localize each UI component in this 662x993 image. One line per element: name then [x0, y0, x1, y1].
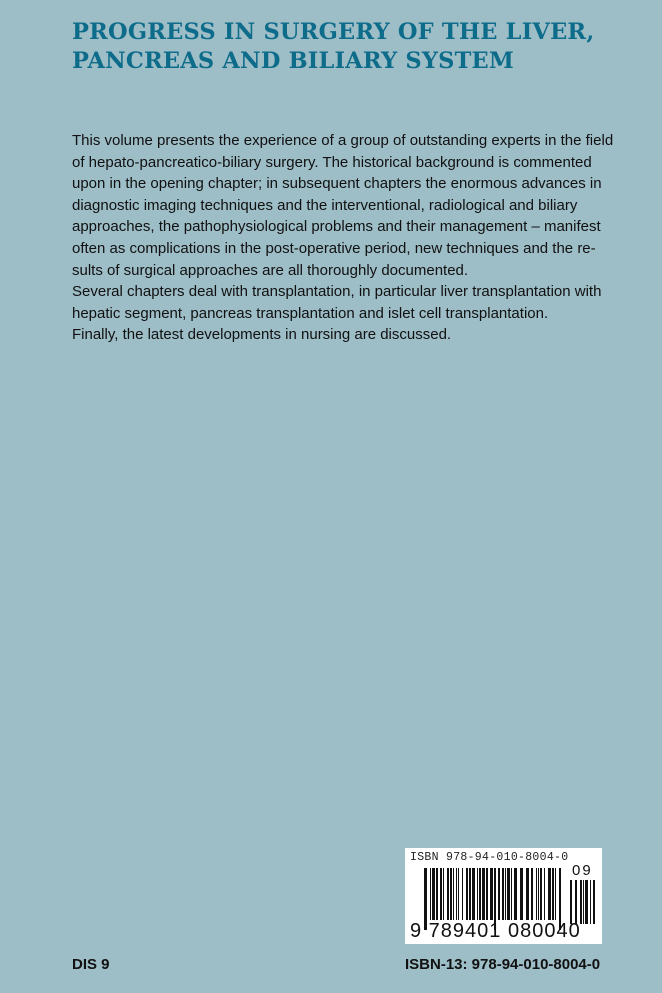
- barcode-bar: [482, 868, 485, 920]
- isbn13-text: ISBN-13: 978-94-010-8004-0: [405, 956, 601, 973]
- description-line: upon in the opening chapter; in subsequent chapters the enormous advances in: [72, 175, 602, 193]
- barcode-bar: [453, 868, 454, 920]
- barcode-bar: [462, 868, 463, 920]
- barcode-bar: [511, 868, 512, 920]
- barcode-bar: [498, 868, 500, 920]
- barcode-bar: [456, 868, 457, 920]
- barcode-bar: [490, 868, 493, 920]
- barcode-bar: [590, 880, 591, 924]
- barcode-bar: [432, 868, 435, 920]
- description-line: diagnostic imaging techniques and the interventional, radiological and biliary: [72, 196, 578, 214]
- barcode-bar: [430, 868, 431, 920]
- barcode-bar: [540, 868, 542, 920]
- barcode-bar: [507, 868, 510, 920]
- description-line: Finally, the latest developments in nursing are discussed.: [72, 326, 452, 344]
- barcode-bar: [466, 868, 468, 920]
- description-line: hepatic segment, pancreas transplantation and islet cell transplantation.: [72, 304, 549, 322]
- barcode-bar: [575, 880, 577, 924]
- barcode-bar: [443, 868, 444, 920]
- isbn-barcode: [405, 848, 602, 944]
- barcode-bar: [583, 880, 584, 924]
- title-line: PANCREAS AND BILIARY SYSTEM: [72, 48, 514, 74]
- barcode-bar: [544, 868, 545, 920]
- barcode-bar: [526, 868, 529, 920]
- description-line: often as complications in the post-operative period, new techniques and the re-: [72, 239, 596, 257]
- book-description: [72, 130, 614, 346]
- barcode-bar: [458, 868, 459, 920]
- title-line: PROGRESS IN SURGERY OF THE LIVER,: [72, 19, 595, 45]
- barcode-bar: [436, 868, 438, 920]
- description-line: sults of surgical approaches are all thoroughly documented.: [72, 261, 469, 279]
- barcode-bar: [469, 868, 471, 920]
- barcode-bar: [570, 880, 572, 924]
- barcode-bar: [450, 868, 452, 920]
- barcode-bar: [440, 868, 442, 920]
- barcode-bar: [580, 880, 582, 924]
- barcode-bar: [505, 868, 506, 920]
- description-line: approaches, the pathophysiological problems and their management – manifest: [72, 218, 601, 236]
- barcode-bar: [477, 868, 478, 920]
- barcode-bar: [536, 868, 537, 920]
- barcode-bar: [514, 868, 517, 920]
- barcode-bar: [593, 880, 595, 924]
- barcode-bar: [585, 880, 588, 924]
- barcode-bar: [486, 868, 488, 920]
- barcode-bar: [479, 868, 481, 920]
- barcode-bar: [472, 868, 475, 920]
- barcode-bar: [531, 868, 533, 920]
- barcode-bar: [555, 868, 556, 920]
- description-line: of hepato-pancreatico-biliary surgery. The historical background is commented: [72, 153, 592, 171]
- barcode-bar: [548, 868, 551, 920]
- description-line: This volume presents the experience of a group of outstanding experts in the field: [72, 132, 614, 149]
- barcode-bar: [538, 868, 539, 920]
- barcode-digits: 9 789401 080040: [410, 920, 581, 942]
- barcode-bar: [552, 868, 554, 920]
- barcode-bar: [502, 868, 504, 920]
- barcode-bar: [447, 868, 449, 920]
- barcode-isbn-label: ISBN 978-94-010-8004-0: [410, 851, 569, 864]
- series-code: DIS 9: [72, 956, 110, 973]
- barcode-addon-number: 09: [572, 862, 593, 879]
- barcode-bar: [520, 868, 523, 920]
- description-line: Several chapters deal with transplantation, in particular liver transplantation with: [72, 283, 602, 301]
- book-title: [72, 18, 594, 76]
- barcode-addon-bars: [570, 880, 598, 924]
